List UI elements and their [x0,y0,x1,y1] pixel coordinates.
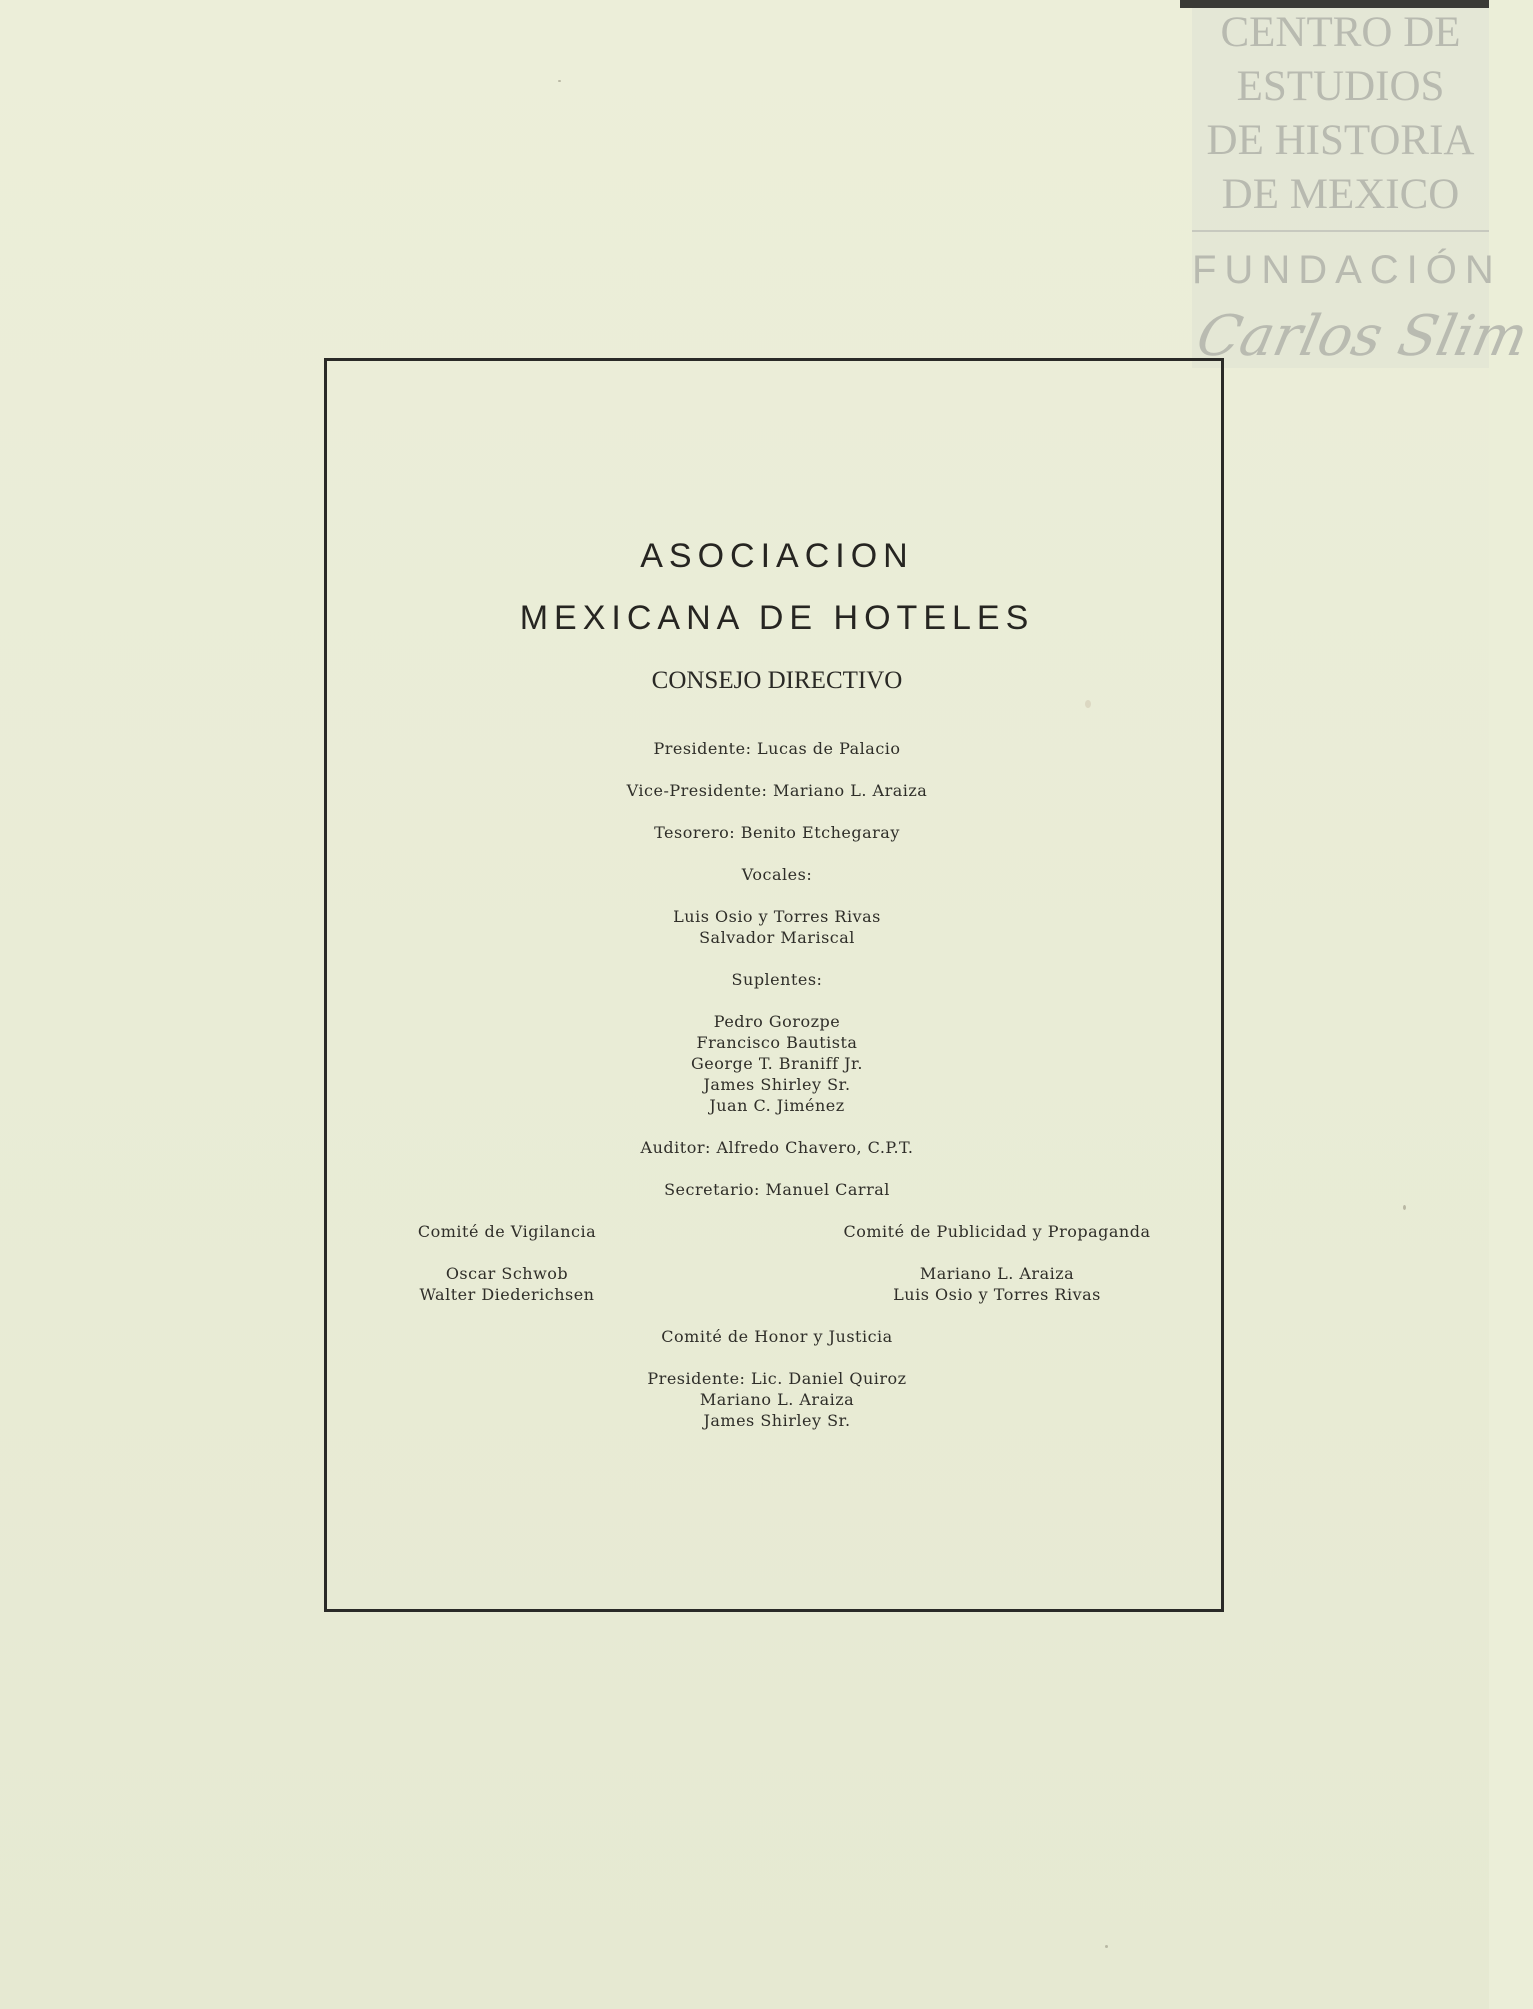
comite-publicidad-member: Luis Osio y Torres Rivas [893,1285,1101,1304]
watermark-line: ESTUDIOS [1236,63,1445,110]
comite-honor-member: Presidente: Lic. Daniel Quiroz [647,1369,907,1388]
comite-honor-member: James Shirley Sr. [703,1411,851,1430]
comite-publicidad-label: Comité de Publicidad y Propaganda [843,1222,1151,1241]
presidente: Presidente: Lucas de Palacio [653,739,901,758]
watermark-line: DE MEXICO [1221,171,1460,218]
paper-speck [1085,700,1091,708]
watermark-divider [1192,230,1489,232]
paper-speck [1403,1205,1406,1210]
suplente: Juan C. Jiménez [709,1096,845,1115]
vocal: Luis Osio y Torres Rivas [673,907,881,926]
title-line-1: ASOCIACION [640,537,914,575]
auditor: Auditor: Alfredo Chavero, C.P.T. [640,1138,914,1157]
vicepresidente: Vice-Presidente: Mariano L. Araiza [626,781,928,800]
subtitle: CONSEJO DIRECTIVO [651,667,903,694]
suplente: Pedro Gorozpe [713,1012,841,1031]
comite-honor-label: Comité de Honor y Justicia [661,1327,893,1346]
paper-speck [1105,1945,1108,1948]
suplente: James Shirley Sr. [703,1075,851,1094]
watermark-line: DE HISTORIA [1206,117,1475,164]
suplente: Francisco Bautista [696,1033,858,1052]
comite-publicidad-member: Mariano L. Araiza [919,1264,1075,1283]
vocales-label: Vocales: [741,865,813,884]
watermark-line: CENTRO DE [1220,9,1461,56]
tesorero: Tesorero: Benito Etchegaray [654,823,900,842]
title-line-2: MEXICANA DE HOTELES [519,599,1035,637]
document-frame [324,358,1224,1612]
watermark-fundacion: FUNDACIÓN [1192,248,1502,292]
suplentes-label: Suplentes: [731,970,823,989]
watermark-signature: Carlos Slim [1191,304,1533,369]
scan-edge [1180,0,1489,8]
watermark [1191,8,1533,369]
paper-speck [558,80,561,82]
comite-vigilancia-member: Walter Diederichsen [419,1285,595,1304]
suplente: George T. Braniff Jr. [690,1054,863,1073]
comite-honor-member: Mariano L. Araiza [699,1390,855,1409]
vocal: Salvador Mariscal [699,928,855,947]
secretario: Secretario: Manuel Carral [664,1180,890,1199]
comite-vigilancia-member: Oscar Schwob [445,1264,569,1283]
comite-vigilancia-label: Comité de Vigilancia [417,1222,597,1241]
